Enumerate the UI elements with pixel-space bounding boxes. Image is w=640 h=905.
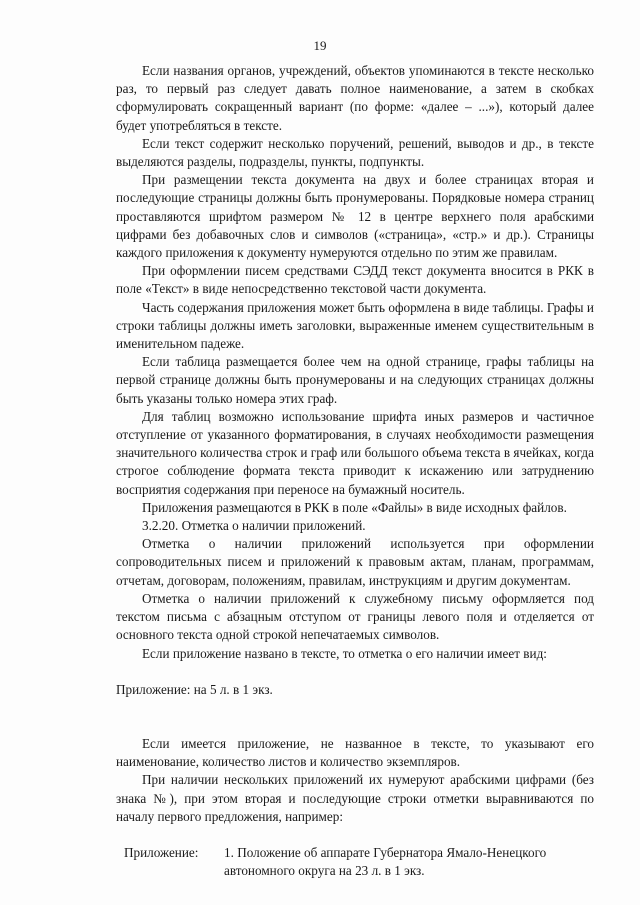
attachment-items xyxy=(224,844,594,880)
blank-line xyxy=(116,663,594,681)
paragraph: Для таблиц возможно использование шрифта иных размеров и частичное отступление от указанного форматирования, в случаях необходимости размещения значительного количества строк и граф или большого объема текста в ячейках, когда строгое соблюдение формата текста приводит к искажению или затруднению восприятия содержания при переносе на бумажный носитель. xyxy=(116,408,594,497)
example-attachment-multi xyxy=(116,844,594,880)
paragraph: Отметка о наличии приложений используется при оформлении сопроводительных писем и приложений к правовым актам, планам, программам, отчетам, договорам, положениям, правилам, инструкциям и другим документам. xyxy=(116,536,594,588)
paragraph: Часть содержания приложения может быть оформлена в виде таблицы. Графы и строки таблицы должны иметь заголовки, выраженные именем существительным в именительном падеже. xyxy=(116,299,594,352)
attachment-item-line: 1. Положение об аппарате Губернатора Ямало-Ненецкого xyxy=(224,844,547,860)
paragraph: При размещении текста документа на двух и более страницах вторая и последующие страницы должны быть пронумерованы. Порядковые номера страниц проставляются шрифтом размером № 12 в центре верхнего поля арабскими цифрами без добавочных слов и символов («страница», «стр.» и др.). Страницы каждого приложения к документу нумеруются отдельно по этим же правилам. xyxy=(116,172,594,261)
blank-line xyxy=(116,826,594,844)
paragraph: Если таблица размещается более чем на одной странице, графы таблицы на первой странице должны быть пронумерованы и на следующих страницах должны быть указаны только номера этих граф. xyxy=(116,354,594,406)
paragraph: Если приложение названо в тексте, то отметка о его наличии имеет вид: xyxy=(142,645,547,661)
section-heading: 3.2.20. Отметка о наличии приложений. xyxy=(142,518,366,534)
paragraph: Если текст содержит несколько поручений, решений, выводов и др., в тексте выделяются разделы, подразделы, пункты, подпункты. xyxy=(116,135,594,170)
document-body xyxy=(116,62,594,880)
page-number: 19 xyxy=(313,38,327,53)
paragraph: Если названия органов, учреждений, объектов упоминаются в тексте несколько раз, то первый раз следует давать полное наименование, а затем в скобках сформулировать сокращенный вариант (по форме: «далее – ...»), который далее будет употребляться в тексте. xyxy=(116,63,594,133)
paragraph: Приложения размещаются в РКК в поле «Файлы» в виде исходных файлов. xyxy=(142,499,567,515)
blank-line xyxy=(116,699,594,717)
example-attachment-single: Приложение: на 5 л. в 1 экз. xyxy=(116,681,273,697)
attachment-item-line: автономного округа на 23 л. в 1 экз. xyxy=(224,863,425,879)
attachment-item xyxy=(224,844,594,880)
blank-line xyxy=(116,717,594,735)
paragraph: Если имеется приложение, не названное в тексте, то указывают его наименование, количество листов и количество экземпляров. xyxy=(116,735,594,770)
paragraph: Отметка о наличии приложений к служебному письму оформляется под текстом письма с абзацным отступом от границы левого поля и отделяется от основного текста одной строкой непечатаемых символов. xyxy=(116,590,594,643)
paragraph: При наличии нескольких приложений их нумеруют арабскими цифрами (без знака №), при этом вторая и последующие строки отметки выравниваются по началу первого предложения, например: xyxy=(116,772,594,824)
attachment-label: Приложение: xyxy=(124,844,199,860)
paragraph: При оформлении писем средствами СЭДД текст документа вносится в РКК в поле «Текст» в виде непосредственно текстовой части документа. xyxy=(116,263,594,297)
